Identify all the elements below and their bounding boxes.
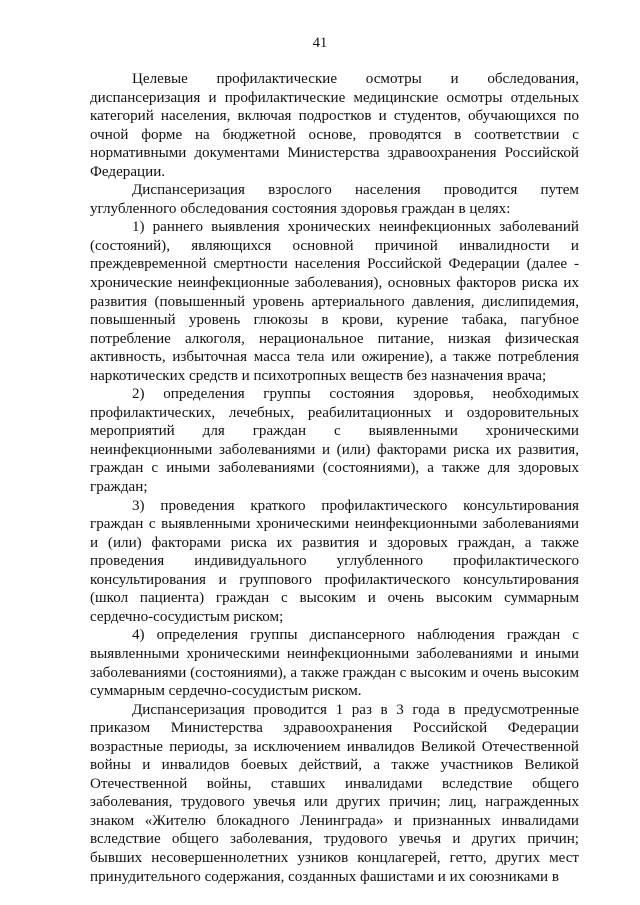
paragraph-dispensarization-goals: Диспансеризация взрослого населения проводится путем углубленного обследования состояния здоровья граждан в целях:	[90, 182, 579, 217]
list-item-goal-4: 4) определения группы диспансерного наблюдения граждан с выявленными хроническими неинфекционными заболеваниями и иными заболеваниями (состояниями), а также граждан с высоким и очень высоким суммарным сердечно-сосудистым риском.	[90, 627, 579, 700]
paragraph-dispensarization-frequency: Диспансеризация проводится 1 раз в 3 года в предусмотренные приказом Министерства здравоохранения Российской Федерации возрастные периоды, за исключением инвалидов Великой Отечественной войны и инвалидов боевых действий, а также участников Великой Отечественной войны, ставших инвалидами вследствие общего заболевания, трудового увечья или других причин; лиц, награжденных знаком «Жителю блокадного Ленинграда» и признанных инвалидами вследствие общего заболевания, трудового увечья и других причин; бывших несовершеннолетних узников концлагерей, гетто, других мест принудительного содержания, созданных фашистами и их союзниками в	[90, 701, 579, 885]
list-item-goal-1: 1) раннего выявления хронических неинфекционных заболеваний (состояний), являющихся основной причиной инвалидности и преждевременной смертности населения Российской Федерации (далее - хронические неинфекционные заболевания), основных факторов риска их развития (повышенный уровень артериального давления, дислипидемия, повышенный уровень глюкозы в крови, курение табака, пагубное потребление алкоголя, нерациональное питание, низкая физическая активность, избыточная масса тела или ожирение), а также потребления наркотических средств и психотропных веществ без назначения врача;	[90, 219, 579, 384]
paragraph-preventive-examinations: Целевые профилактические осмотры и обследования, диспансеризация и профилактические медицинские осмотры отдельных категорий населения, включая подростков и студентов, обучающихся по очной форме на бюджетной основе, проводятся в соответствии с нормативными документами Министерства здравоохранения Российской Федерации.	[90, 71, 579, 180]
list-item-goal-3: 3) проведения краткого профилактического консультирования граждан с выявленными хроническими неинфекционными заболеваниями и (или) факторами риска их развития и здоровых граждан, а также проведения индивидуального углубленного профилактического консультирования и группового профилактического консультирования (школ пациента) граждан с высоким и очень высоким суммарным сердечно-сосудистым риском;	[90, 497, 579, 625]
document-body	[90, 70, 579, 886]
page-number: 41	[312, 35, 328, 51]
list-item-goal-2: 2) определения группы состояния здоровья, необходимых профилактических, лечебных, реабилитационных и оздоровительных мероприятий для граждан с выявленными хроническими неинфекционными заболеваниями и (или) факторами риска их развития, граждан с иными заболеваниями (состояниями), а также для здоровых граждан;	[90, 386, 579, 496]
